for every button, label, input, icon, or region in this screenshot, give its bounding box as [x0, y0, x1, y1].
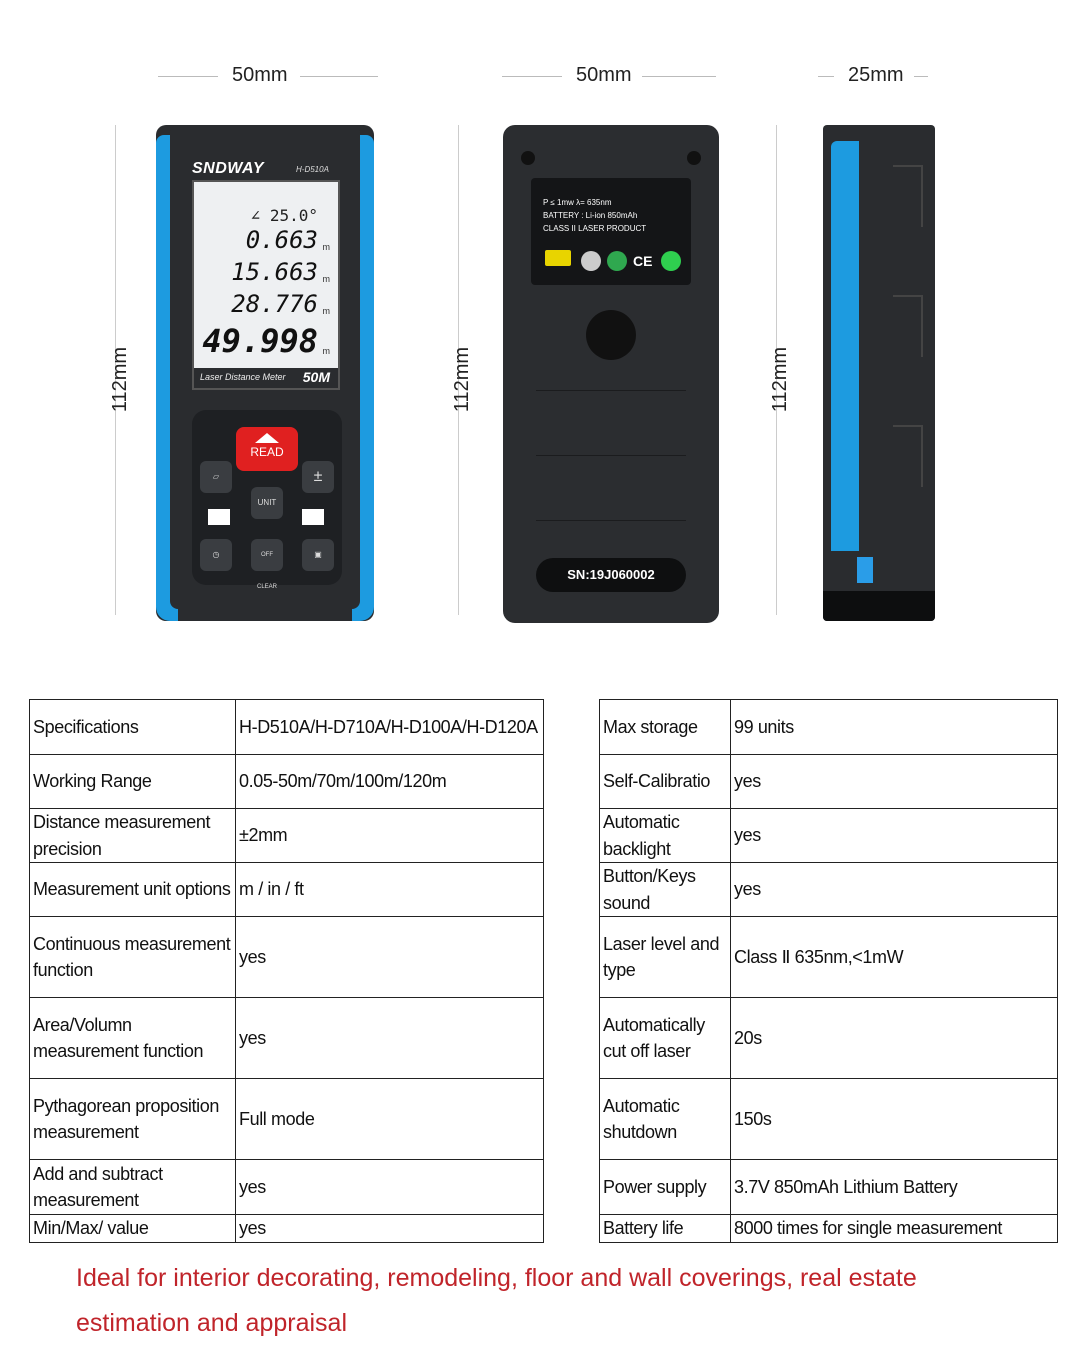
rohs-icon — [607, 251, 627, 271]
spec-label: Max storage — [600, 700, 731, 755]
spec-label: Automatic shutdown — [600, 1079, 731, 1160]
back-height-label: 112mm — [451, 346, 474, 413]
back-width-label: 50mm — [576, 64, 632, 86]
measure-mode-key[interactable]: ◷ — [200, 539, 232, 571]
warning-icon — [545, 250, 571, 266]
spec-value: yes — [236, 1160, 544, 1215]
save-key[interactable]: ▣ — [302, 539, 334, 571]
plus-minus-key[interactable]: ± — [302, 461, 334, 493]
spec-label: Self-Calibratio — [600, 755, 731, 809]
spec-value: 99 units — [731, 700, 1058, 755]
spec-value: H-D510A/H-D710A/H-D100A/H-D120A — [236, 700, 544, 755]
unit-key[interactable]: UNIT — [251, 487, 283, 519]
brand-logo: SNDWAY — [192, 160, 265, 177]
spec-value: m / in / ft — [236, 863, 544, 917]
spec-table-right — [599, 699, 1058, 1243]
ce-icon: CE — [633, 253, 653, 269]
device-side-view — [823, 125, 935, 621]
spec-value: Full mode — [236, 1079, 544, 1160]
spec-label: Working Range — [30, 755, 236, 809]
laser-info-label: P ≤ 1mw λ= 635nm BATTERY : Li-ion 850mAh CLASS II LASER PRODUCT CE — [531, 178, 691, 285]
front-width-label: 50mm — [232, 64, 288, 86]
spec-label: Distance measurement precision — [30, 809, 236, 863]
unit-4: m — [322, 346, 330, 356]
recycle-icon — [581, 251, 601, 271]
spec-label: Button/Keys sound — [600, 863, 731, 917]
spec-value: yes — [731, 809, 1058, 863]
area-key[interactable]: ▱ — [200, 461, 232, 493]
reading-2: 15.663 — [231, 258, 318, 286]
side-width-label: 25mm — [848, 64, 904, 86]
spec-value: yes — [236, 917, 544, 998]
spec-value: Class Ⅱ 635nm,<1mW — [731, 917, 1058, 998]
spec-label: Area/Volumn measurement function — [30, 998, 236, 1079]
model-label: H-D510A — [296, 165, 329, 174]
spec-value: 8000 times for single measurement — [731, 1215, 1058, 1243]
serial-number: SN:19J060002 — [536, 558, 686, 592]
green-cert-icon — [661, 251, 681, 271]
spec-value: 3.7V 850mAh Lithium Battery — [731, 1160, 1058, 1215]
up-arrow-icon — [255, 433, 279, 443]
reading-4: 49.998 — [202, 322, 318, 360]
spec-value: yes — [236, 1215, 544, 1243]
battery-icon — [857, 557, 873, 583]
angle-readout: ∠ 25.0° — [250, 206, 318, 225]
unit-1: m — [322, 242, 330, 252]
device-front-view — [156, 125, 374, 621]
spec-label: Laser level and type — [600, 917, 731, 998]
tagline: Ideal for interior decorating, remodeling, floor and wall coverings, real estate estimation and appraisal — [76, 1264, 917, 1337]
spec-value: yes — [236, 998, 544, 1079]
device-back-view — [503, 125, 719, 623]
spec-table-left — [29, 699, 544, 1243]
unit-2: m — [322, 274, 330, 284]
spec-value: yes — [731, 755, 1058, 809]
spec-value: 150s — [731, 1079, 1058, 1160]
laser-lens — [586, 310, 636, 360]
spec-label: Battery life — [600, 1215, 731, 1243]
screen-label: Laser Distance Meter — [200, 372, 286, 382]
screen-range: 50M — [302, 369, 330, 385]
side-height-label: 112mm — [769, 346, 792, 413]
front-height-label: 112mm — [109, 346, 132, 413]
spec-value: 0.05-50m/70m/100m/120m — [236, 755, 544, 809]
spec-label: Pythagorean proposition measurement — [30, 1079, 236, 1160]
spec-label: Continuous measurement function — [30, 917, 236, 998]
spec-value: yes — [731, 863, 1058, 917]
spec-label: Specifications — [30, 700, 236, 755]
unit-3: m — [322, 306, 330, 316]
reading-3: 28.776 — [231, 290, 318, 318]
spec-label: Automatically cut off laser — [600, 998, 731, 1079]
spec-label: Power supply — [600, 1160, 731, 1215]
spec-label: Automatic backlight — [600, 809, 731, 863]
spec-value: 20s — [731, 998, 1058, 1079]
lcd-screen — [192, 180, 340, 390]
spec-label: Measurement unit options — [30, 863, 236, 917]
clear-key[interactable]: OFF CLEAR — [251, 539, 283, 571]
spec-value: ±2mm — [236, 809, 544, 863]
reading-1: 0.663 — [245, 226, 318, 254]
read-button[interactable]: READ — [236, 427, 298, 471]
spec-label: Add and subtract measurement — [30, 1160, 236, 1215]
spec-label: Min/Max/ value — [30, 1215, 236, 1243]
